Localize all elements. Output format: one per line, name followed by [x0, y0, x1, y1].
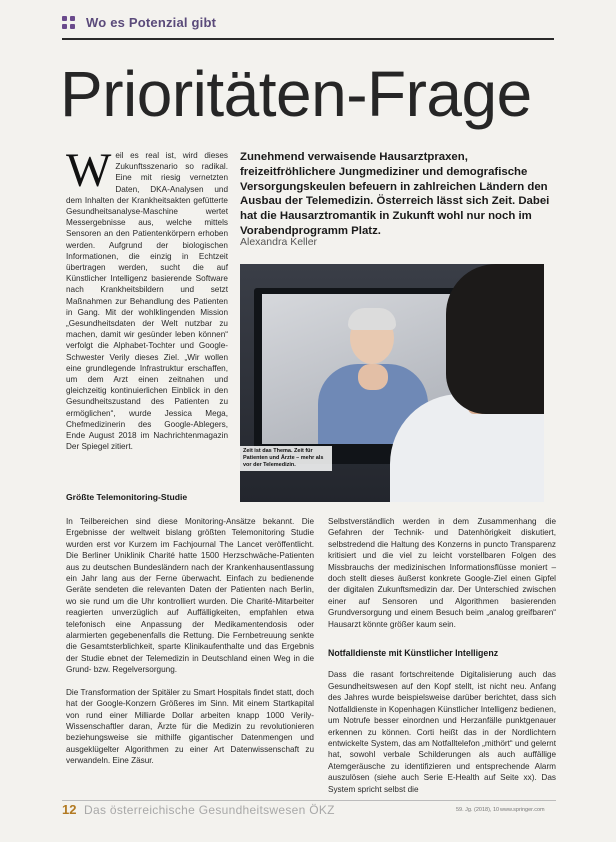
lead-paragraph: Zunehmend verwaisende Hausarztpraxen, freizeitfröhlichere Jungmediziner und demografische Versorgungskeulen befeuern in zahlreichen Ländern den Ausbau der Telemedizin. Österreich lässt sich Zeit. Dabei hat die Hausarztromantik in Zukunft wohl nur noch im Vorabendprogramm Platz. [240, 151, 550, 237]
subheading-notfalldienste: Notfalldienste mit Künstlicher Intelligenz [328, 648, 499, 659]
photo-caption: Zeit ist das Thema. Zeit für Patienten und Ärzte – mehr als vor der Telemedizin. [240, 446, 332, 471]
intro-text: eil es real ist, wird dieses Zukunftsszenario so radikal. Eine mit riesig vernetzten Daten, DKA-Analysen und dem Inhalten der Krankheitsakten gefütterte Gesundheitsanalyse-Maschine wertet Messergebnisse aus, welche mittels Sensoren an den Patientenkörpern erhoben werden. Aufgrund der biologischen Informationen, die einzig in Echtzeit übertragen werden, sucht die auf Künstlicher Intelligenz basierende Software nach Krankheitsbildern und setzt Maßnahmen zur Behandlung des Patienten in Gang. Mit der wohlklingenden Mission „Gesundheitsdaten der Welt nutzbar zu machen, damit wir gesünder leben können“ verfolgt die Alphabet-Tochter und Google-Schwester Verily dieses Ziel. „Wir wollen eine grundlegende Infrastruktur erschaffen, um dem Arzt einen zeitnahen und gleichzeitig kontinuierlichen Einblick in den Gesundheitszustand des Patienten zu ermöglichen“, wurde Jessica Mega, Chefmedizinerin des Google-Ablegers, Ende August 2018 im Nachrichtenmagazin Der Spiegel zitiert. [66, 151, 228, 452]
section-label: Wo es Potenzial gibt [86, 15, 217, 30]
drop-cap: W [66, 144, 112, 197]
issue-info: 59. Jg. (2018), 10 [456, 807, 500, 813]
page-number: 12 [62, 802, 77, 817]
body-paragraph: Dass die rasant fortschreitende Digitalisierung auch das Gesundheitswesen auf den Kopf stellt, ist nicht neu. Anfang des Jahres wurde beispielsweise darüber berichtet, dass sich Notfalldienste in Kopenhagen Künstlicher Intelligenz bedienen, um Notrufe besser einordnen und Herzanfälle punktgenauer erkennen zu können. Corti heißt das in der Nordlichtern entwickelte System, das am Notfalltelefon „mithört“ und gelernt hat, sowohl verbale Schilderungen als auch auffällige Atemgeräusche zu identifizieren und entsprechende Alarm auszulösen (siehe auch Serie E-Health auf Seite xx). Das System spricht selbst die [328, 670, 556, 794]
publisher-web: www.springer.com [500, 807, 545, 813]
intro-column [66, 144, 228, 452]
patient-hands [358, 364, 388, 390]
article-photo [240, 264, 544, 502]
body-paragraph: In Teilbereichen sind diese Monitoring-Ansätze bekannt. Die Ergebnisse der weltweit bislang größten Telemonitoring Studie wurden erst vor Kurzem im Fachjournal The Lancet veröffentlicht. Die Berliner Uniklinik Charité hatte 1500 Herzschwäche-Patienten aus zu deutschen Bundesländern nach der Krankenhausentlassung ein Jahr lang aus der Ferne überwacht. Einfach zu bedienende Geräte sendeten die relevanten Daten der Patienten nach Berlin, wo sie rund um die Uhr kontrolliert wurden. Die Charité-Mitarbeiter reagierten unverzüglich auf Auffälligkeiten, empfahlen etwa telefonisch eine Anpassung der Medikamentendosis oder alarmierten gegebenenfalls die Rettung. Die Fernbetreuung senkte die Gesamtsterblichkeit, sparte Klinikaufenthalte und das Ergebnis der Studie ebnet der Telemedizin in Deutschland einen Weg in die Grund- bzw. Regelversorgung. [66, 517, 314, 675]
headline: Prioritäten-Frage [60, 58, 532, 130]
body-right-column [328, 516, 556, 795]
section-dots-icon [62, 16, 76, 30]
body-paragraph: Die Transformation der Spitäler zu Smart Hospitals findet statt, doch hat der Google-Konzern Größeres im Sinn. Mit einem Startkapital von rund einer Milliarde Dollar arbeiten knapp 1000 Verily-Wissenschaftler daran, Ärzte für die Medizin zu revolutionieren beziehungsweise sie mithilfe gigantischer Datenmengen und ausgeklügelter Algorithmen zu einer Art Datenwissenschaft zu verwandeln. Eine Zäsur. [66, 687, 314, 766]
patient-hair [348, 308, 396, 330]
author-name: Alexandra Keller [240, 236, 318, 248]
journal-name: Das österreichische Gesundheitswesen ÖKZ [84, 803, 335, 817]
body-paragraph: Selbstverständlich werden in dem Zusammenhang die Gefahren der Technik- und Datenhörigkeit diskutiert, selbstredend die Haltung des Konzerns in puncto Transparenz kritisiert und die viel zu leicht vorstellbaren Folgen des Missbrauchs der medizinischen Informationsflüsse moniert – doch stellt dieses äußerst konkrete Google-Ziel einen Gipfel der digitalen Zukunftsmedizin dar. Der Unterschied zwischen einer auf Sensoren und Algorithmen basierenden Grundversorgung und einem Besuch beim „analog greifbaren“ Hausarzt könnte größer kaum sein. [328, 517, 556, 629]
body-left-column [66, 516, 314, 778]
footer-rule [62, 800, 556, 801]
subheading-telemonitoring: Größte Telemonitoring-Studie [66, 492, 188, 502]
top-rule [62, 38, 554, 40]
doctor-hair [446, 264, 544, 414]
